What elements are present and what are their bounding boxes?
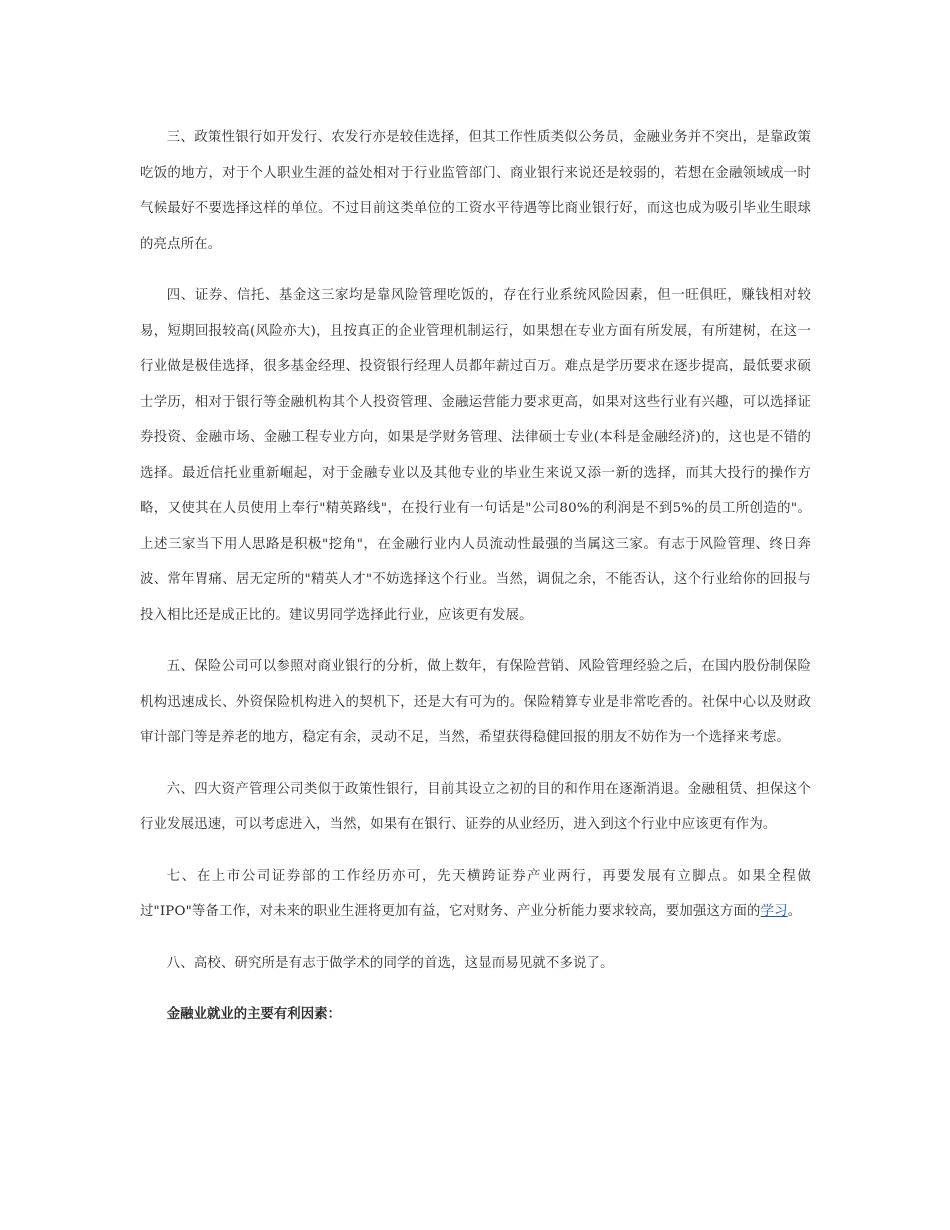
paragraph-6: 六、四大资产管理公司类似于政策性银行，目前其设立之初的目的和作用在逐渐消退。金融租赁、担保这个行业发展迅速，可以考虑进入，当然，如果有在银行、证券的从业经历，进入到这个行业中应该更有作为。	[140, 781, 811, 832]
paragraph-7-text: 七、在上市公司证券部的工作经历亦可，先天横跨证券产业两行，再要发展有立脚点。如果全程做过"IPO"等备工作，对未来的职业生涯将更加有益，它对财务、产业分析能力要求较高，要加强这方面的	[140, 868, 811, 919]
study-link[interactable]: 学习	[760, 904, 788, 919]
paragraph-5: 五、保险公司可以参照对商业银行的分析，做上数年，有保险营销、风险管理经验之后，在国内股份制保险机构迅速成长、外资保险机构进入的契机下，还是大有可为的。保险精算专业是非常吃香的。社保中心以及财政审计部门等是养老的地方，稳定有余，灵动不足，当然，希望获得稳健回报的朋友不妨作为一个选择来考虑。	[140, 659, 811, 745]
paragraph-7-end: 。	[787, 904, 802, 919]
paragraph-7	[140, 859, 811, 930]
section-heading: 金融业就业的主要有利因素：	[166, 1006, 341, 1022]
paragraph-8: 八、高校、研究所是有志于做学术的同学的首选，这显而易见就不多说了。	[166, 955, 614, 971]
document-body	[140, 120, 811, 1033]
paragraph-4: 四、证券、信托、基金这三家均是靠风险管理吃饭的，存在行业系统风险因素，但一旺俱旺，赚钱相对较易，短期回报较高(风险亦大)，且按真正的企业管理机制运行，如果想在专业方面有所发展，有所建树，在这一行业做是极佳选择，很多基金经理、投资银行经理人员都年薪过百万。难点是学历要求在逐步提高，最低要求硕士学历，相对于银行等金融机构其个人投资管理、金融运营能力要求更高，如果对这些行业有兴趣，可以选择证券投资、金融市场、金融工程专业方向，如果是学财务管理、法律硕士专业(本科是金融经济)的，这也是不错的选择。最近信托业重新崛起，对于金融专业以及其他专业的毕业生来说又添一新的选择，而其大投行的操作方略，又使其在人员使用上奉行"精英路线"，在投行业有一句话是"公司80%的利润是不到5%的员工所创造的"。上述三家当下用人思路是积极"挖角"，在金融行业内人员流动性最强的当属这三家。有志于风险管理、终日奔波、常年胃痛、居无定所的"精英人才"不妨选择这个行业。当然，调侃之余，不能否认，这个行业给你的回报与投入相比还是成正比的。建议男同学选择此行业，应该更有发展。	[140, 288, 811, 623]
paragraph-3: 三、政策性银行如开发行、农发行亦是较佳选择，但其工作性质类似公务员，金融业务并不突出，是靠政策吃饭的地方，对于个人职业生涯的益处相对于行业监管部门、商业银行来说还是较弱的，若想在金融领域成一时气候最好不要选择这样的单位。不过目前这类单位的工资水平待遇等比商业银行好，而这也成为吸引毕业生眼球的亮点所在。	[140, 130, 811, 252]
